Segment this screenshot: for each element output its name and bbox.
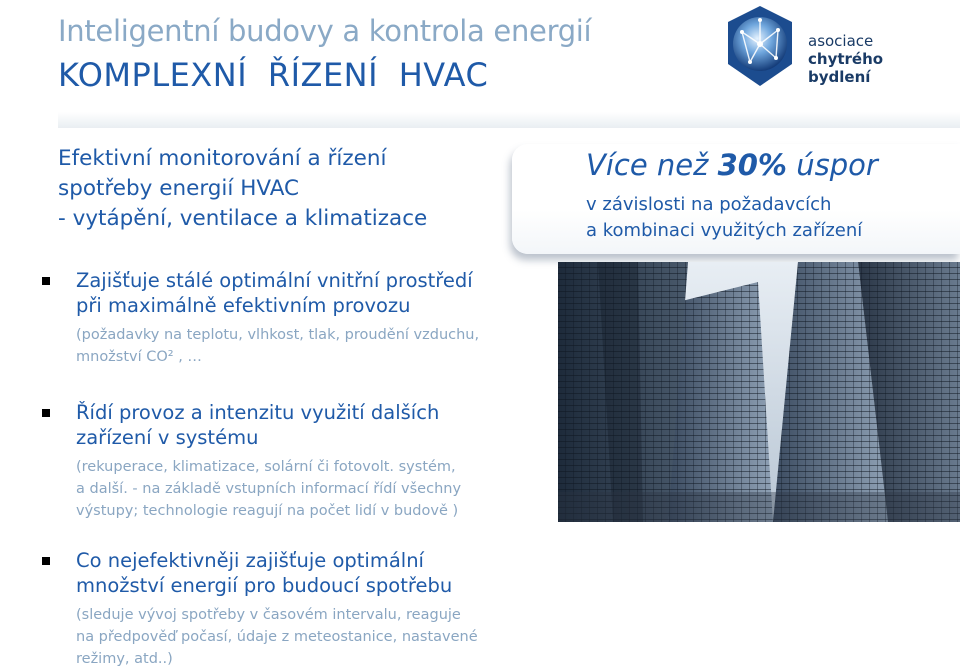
logo-text-line-2: chytrého bydlení <box>808 50 884 86</box>
callout-headline <box>586 148 878 182</box>
bullet-note-line: (rekuperace, klimatizace, solární či fotovolt. systém, <box>76 459 456 475</box>
bullet-heading <box>76 268 473 318</box>
bullet-note-line: (sleduje vývoj spotřeby v časovém intervalu, reaguje <box>76 607 461 623</box>
page-title: KOMPLEXNÍ ŘÍZENÍ HVAC <box>58 56 489 94</box>
bullet-heading-line: Zajišťuje stálé optimální vnitřní prostředí <box>76 269 473 292</box>
savings-callout <box>512 144 960 254</box>
globe-network-icon <box>720 2 800 90</box>
bullet-note-line: na předpověď počasí, údaje z meteostanice, nastavené <box>76 629 478 645</box>
callout-head-prefix: Více než <box>586 148 718 182</box>
bullet-note-line: výstupy; technologie reagují na počet lidí v budově ) <box>76 503 459 519</box>
bullet-note-line: a další. - na základě vstupních informací řídí všechny <box>76 481 462 497</box>
bullet-square-icon <box>42 409 50 417</box>
bullet-note <box>76 456 461 522</box>
callout-line-2: a kombinaci využitých zařízení <box>586 220 863 241</box>
bullet-square-icon <box>42 277 50 285</box>
callout-head-suffix: úspor <box>786 148 878 182</box>
bullet-heading-line: Řídí provoz a intenzitu využití dalších <box>76 401 440 424</box>
lead-line: - vytápění, ventilace a klimatizace <box>58 206 428 231</box>
skyscrapers-photo <box>558 262 960 522</box>
logo-text-line-1: asociace <box>808 32 874 50</box>
bullet-heading-line: zařízení v systému <box>76 426 259 449</box>
bullet-note <box>76 324 479 368</box>
bullet-heading-line: množství energií pro budoucí spotřebu <box>76 574 453 597</box>
lead-line: Efektivní monitorování a řízení <box>58 146 387 171</box>
bullet-note <box>76 604 478 670</box>
header-divider <box>58 112 960 128</box>
lead-line: spotřeby energií HVAC <box>58 176 300 201</box>
bullet-heading <box>76 400 439 450</box>
bullet-note-line: množství CO² , … <box>76 349 202 365</box>
bullet-note-line: režimy, atd..) <box>76 651 173 667</box>
bullet-heading-line: při maximálně efektivním provozu <box>76 294 411 317</box>
bullet-square-icon <box>42 557 50 565</box>
callout-percentage: 30% <box>717 148 787 182</box>
association-logo <box>720 2 930 94</box>
skyscrapers-illustration <box>558 262 960 522</box>
bullet-heading <box>76 548 452 598</box>
bullet-heading-line: Co nejefektivněji zajišťuje optimální <box>76 549 424 572</box>
bullet-note-line: (požadavky na teplotu, vlhkost, tlak, proudění vzduchu, <box>76 327 480 343</box>
lead-text <box>58 144 498 234</box>
callout-line-1: v závislosti na požadavcích <box>586 194 832 215</box>
page-subtitle: Inteligentní budovy a kontrola energií <box>58 14 592 48</box>
